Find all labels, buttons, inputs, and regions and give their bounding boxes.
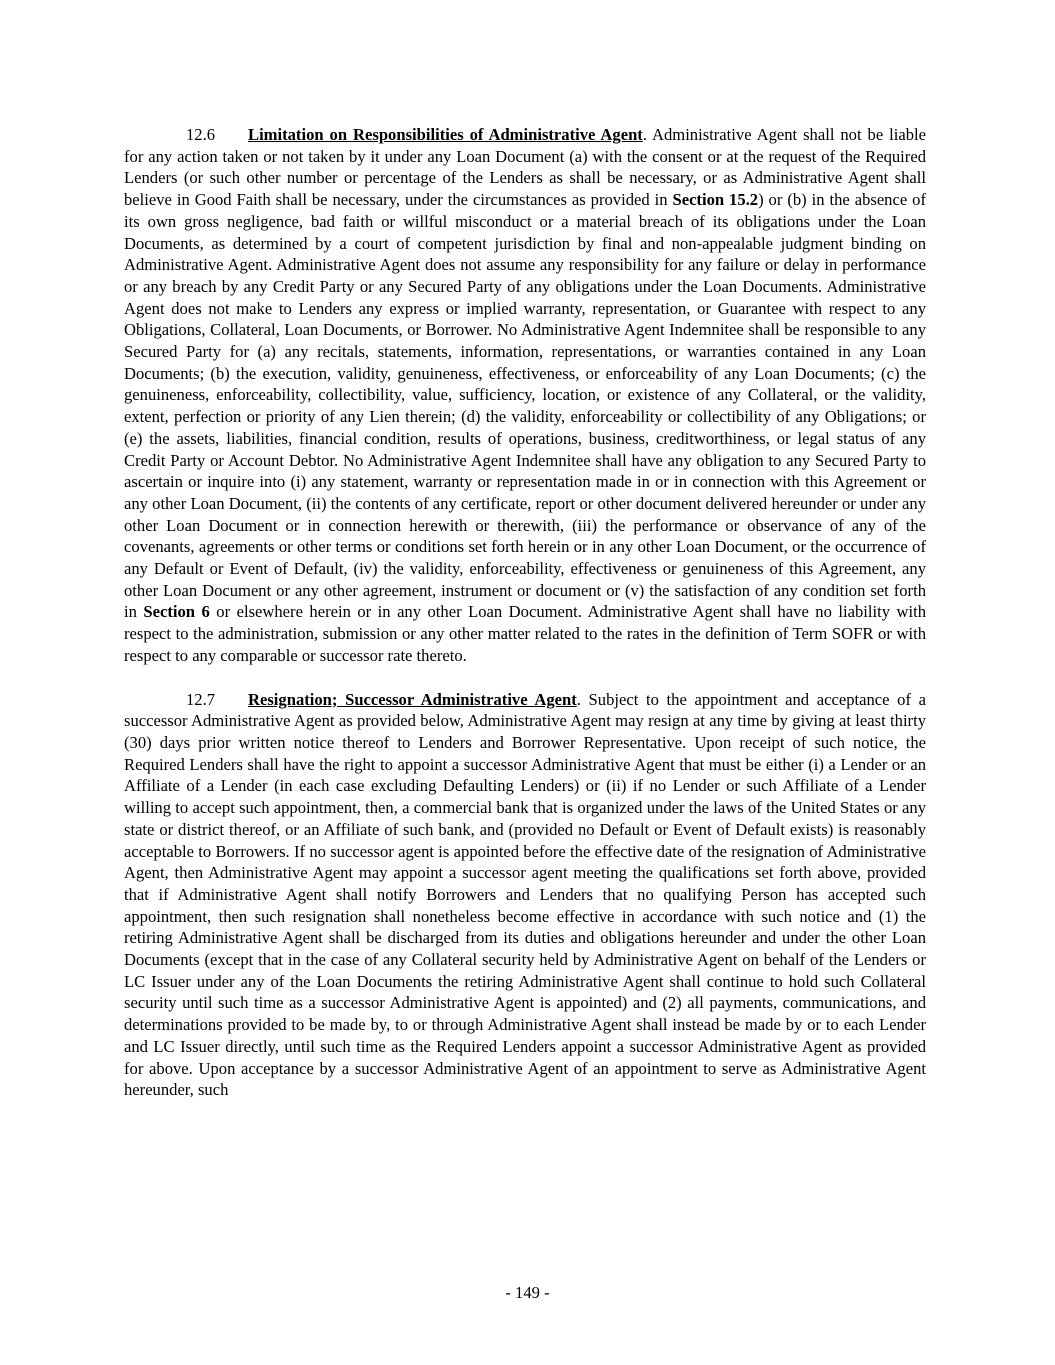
section-12-6-paragraph (124, 124, 926, 667)
section-12-7-paragraph (124, 689, 926, 1101)
section-title: Limitation on Responsibilities of Administrative Agent (248, 125, 643, 144)
section-text: ) or (b) in the absence of its own gross negligence, bad faith or willful misconduct or a material breach of its obligations under the Loan Documents, as determined by a court of competent jurisdiction by final and non-appealable judgment binding on Administrative Agent. Administrative Agent does not assume any responsibility for any failure or delay in performance or any breach by any Credit Party or any Secured Party of any obligations under the Loan Documents. Administrative Agent does not make to Lenders any express or implied warranty, representation, or Guarantee with respect to any Obligations, Collateral, Loan Documents, or Borrower. No Administrative Agent Indemnitee shall be responsible to any Secured Party for (a) any recitals, statements, information, representations, or warranties contained in any Loan Documents; (b) the execution, validity, genuineness, effectiveness, or enforceability of any Loan Documents; (c) the genuineness, enforceability, collectibility, value, sufficiency, location, or existence of any Collateral, or the validity, extent, perfection or priority of any Lien therein; (d) the validity, enforceability or collectibility of any Obligations; or (e) the assets, liabilities, financial condition, results of operations, business, creditworthiness, or legal status of any Credit Party or Account Debtor. No Administrative Agent Indemnitee shall have any obligation to any Secured Party to ascertain or inquire into (i) any statement, warranty or representation made in or in connection with this Agreement or any other Loan Document, (ii) the contents of any certificate, report or other document delivered hereunder or under any other Loan Document or in connection herewith or therewith, (iii) the performance or observance of any of the covenants, agreements or other terms or conditions set forth herein or in any other Loan Document, or the occurrence of any Default or Event of Default, (iv) the validity, enforceability, effectiveness or genuineness of this Agreement, any other Loan Document or any other agreement, instrument or document or (v) the satisfaction of any condition set forth in (124, 190, 926, 622)
page-number: - 149 - (505, 1283, 550, 1302)
section-text: . Administrative Agent shall not be liable for any action taken or not taken by it under any Loan Document (a) with the consent or at the request of the Required Lenders (or such other number or percentage of the Lenders as shall be necessary, or as Administrative Agent shall believe in Good Faith shall be necessary, under the circumstances as provided in (124, 125, 926, 210)
section-text: or elsewhere herein or in any other Loan Document. Administrative Agent shall have no liability with respect to the administration, submission or any other matter related to the rates in the definition of Term SOFR or with respect to any comparable or successor rate thereto. (124, 602, 926, 665)
section-number: 12.6 (186, 125, 216, 144)
section-reference: Section 15.2 (672, 190, 759, 210)
section-title: Resignation; Successor Administrative Agent (248, 689, 577, 709)
section-number: 12.7 (186, 689, 216, 709)
section-text: . Subject to the appointment and acceptance of a successor Administrative Agent as provided below, Administrative Agent may resign at any time by giving at least thirty (30) days prior written notice thereof to Lenders and Borrower Representative. Upon receipt of such notice, the Required Lenders shall have the right to appoint a successor Administrative Agent that must be either (i) a Lender or an Affiliate of a Lender (in each case excluding Defaulting Lenders) or (ii) if no Lender or such Affiliate of a Lender willing to accept such appointment, then, a commercial bank that is organized under the laws of the United States or any state or district thereof, or an Affiliate of such bank, and (provided no Default or Event of Default exists) is reasonably acceptable to Borrowers. If no successor agent is appointed before the effective date of the resignation of Administrative Agent, then Administrative Agent may appoint a successor agent meeting the qualifications set forth above, provided that if Administrative Agent shall notify Borrowers and Lenders that no qualifying Person has accepted such appointment, then such resignation shall nonetheless become effective in accordance with such notice and (1) the retiring Administrative Agent shall be discharged from its duties and obligations hereunder and under the other Loan Documents (except that in the case of any Collateral security held by Administrative Agent on behalf of the Lenders or LC Issuer under any of the Loan Documents the retiring Administrative Agent shall continue to hold such Collateral security until such time as a successor Administrative Agent is appointed) and (2) all payments, communications, and determinations provided to be made by, to or through Administrative Agent shall instead be made by or to each Lender and LC Issuer directly, until such time as the Required Lenders appoint a successor Administrative Agent as provided for above. Upon acceptance by a successor Administrative Agent of an appointment to serve as Administrative Agent hereunder, such (124, 689, 926, 1100)
section-reference: Section 6 (143, 602, 210, 622)
document-body (124, 124, 926, 1123)
